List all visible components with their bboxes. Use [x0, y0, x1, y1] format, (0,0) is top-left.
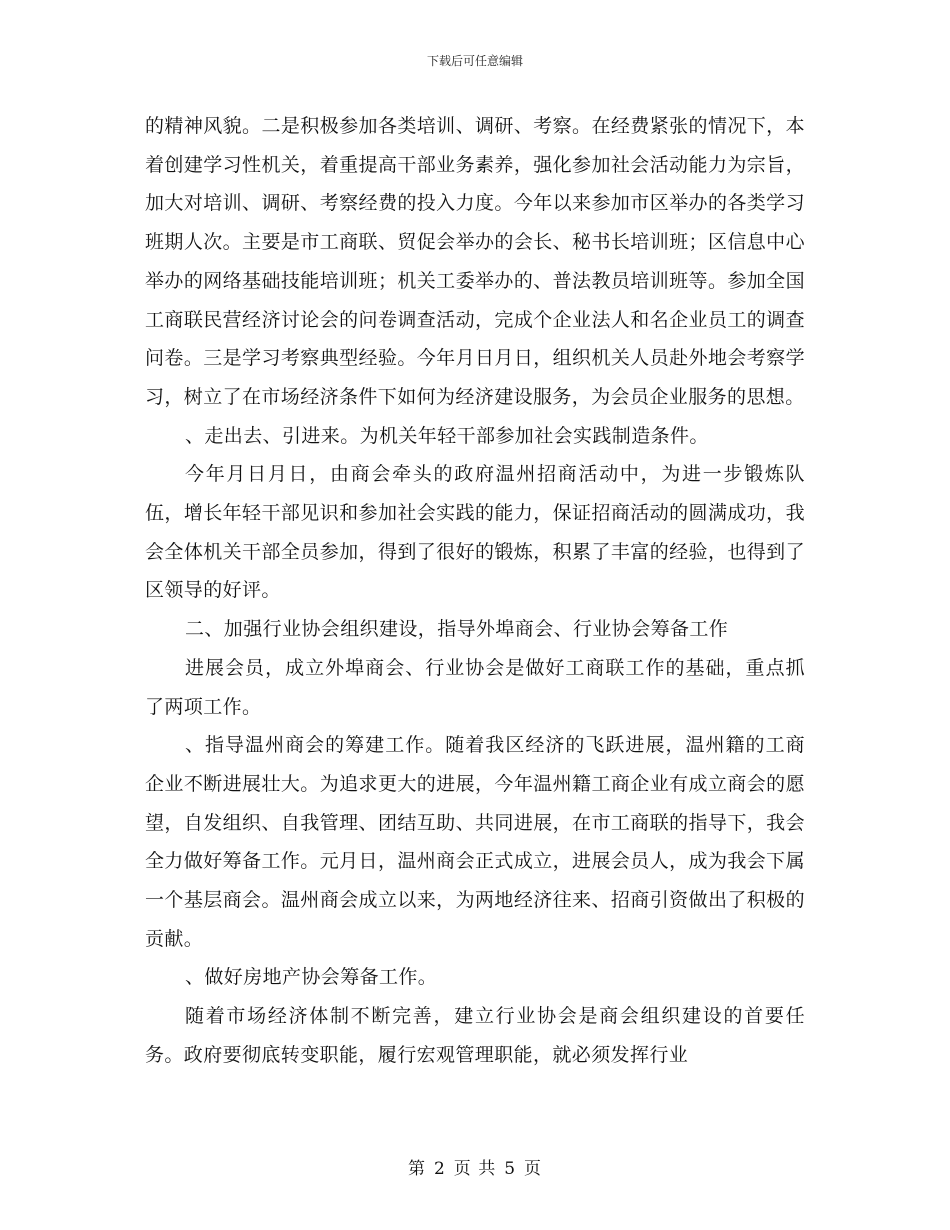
paragraph-member-development: 进展会员，成立外埠商会、行业协会是做好工商联工作的基础，重点抓了两项工作。 — [145, 656, 805, 718]
paragraph-wenzhou-chamber: 、指导温州商会的筹建工作。随着我区经济的飞跃进展，温州籍的工商企业不断进展壮大。为追求更大的进展，今年温州籍工商企业有成立商会的愿望，自发组织、自我管理、团结互助、共同进展，在市工商联的指导下，我会全力做好筹备工作。元月日，温州商会正式成立，进展会员人，成为我会下属一个基层商会。温州商会成立以来，为两地经济往来、招商引资做出了积极的贡献。 — [145, 734, 805, 950]
paragraph-wenzhou-investment: 今年月日月日，由商会牵头的政府温州招商活动中，为进一步锻炼队伍，增长年轻干部见识和参加社会实践的能力，保证招商活动的圆满成功，我会全体机关干部全员参加，得到了很好的锻炼，积累了丰富的经验，也得到了区领导的好评。 — [145, 463, 805, 602]
paragraph-training: 的精神风貌。二是积极参加各类培训、调研、考察。在经费紧张的情况下，本着创建学习性机关，着重提高干部业务素养，强化参加社会活动能力为宗旨，加大对培训、调研、考察经费的投入力度。今年以来参加市区举办的各类学习班期人次。主要是市工商联、贸促会举办的会长、秘书长培训班；区信息中心举办的网络基础技能培训班；机关工委举办的、普法教员培训班等。参加全国工商联民营经济讨论会的问卷调查活动，完成个企业法人和名企业员工的调查问卷。三是学习考察典型经验。今年月日月日，组织机关人员赴外地会考察学习，树立了在市场经济条件下如何为经济建设服务，为会员企业服务的思想。 — [145, 115, 805, 408]
section-heading-associations: 二、加强行业协会组织建设，指导外埠商会、行业协会筹备工作 — [185, 618, 729, 641]
paragraph-market-economy: 随着市场经济体制不断完善，建立行业协会是商会组织建设的首要任务。政府要彻底转变职能，履行宏观管理职能，就必须发挥行业 — [145, 1005, 805, 1066]
document-body — [145, 107, 805, 1075]
paragraph-real-estate-heading: 、做好房地产协会筹备工作。 — [185, 966, 438, 989]
footer-current-page: 2 — [433, 1159, 446, 1179]
footer-suffix: 页 — [524, 1159, 543, 1179]
paragraph-going-out: 、走出去、引进来。为机关年轻干部参加社会实践制造条件。 — [185, 424, 709, 447]
footer-middle: 页 共 — [453, 1159, 497, 1179]
footer-total-pages: 5 — [504, 1159, 517, 1179]
page-footer — [0, 1154, 950, 1179]
footer-prefix: 第 — [407, 1159, 426, 1179]
page-header-note: 下载后可任意编辑 — [426, 54, 523, 68]
